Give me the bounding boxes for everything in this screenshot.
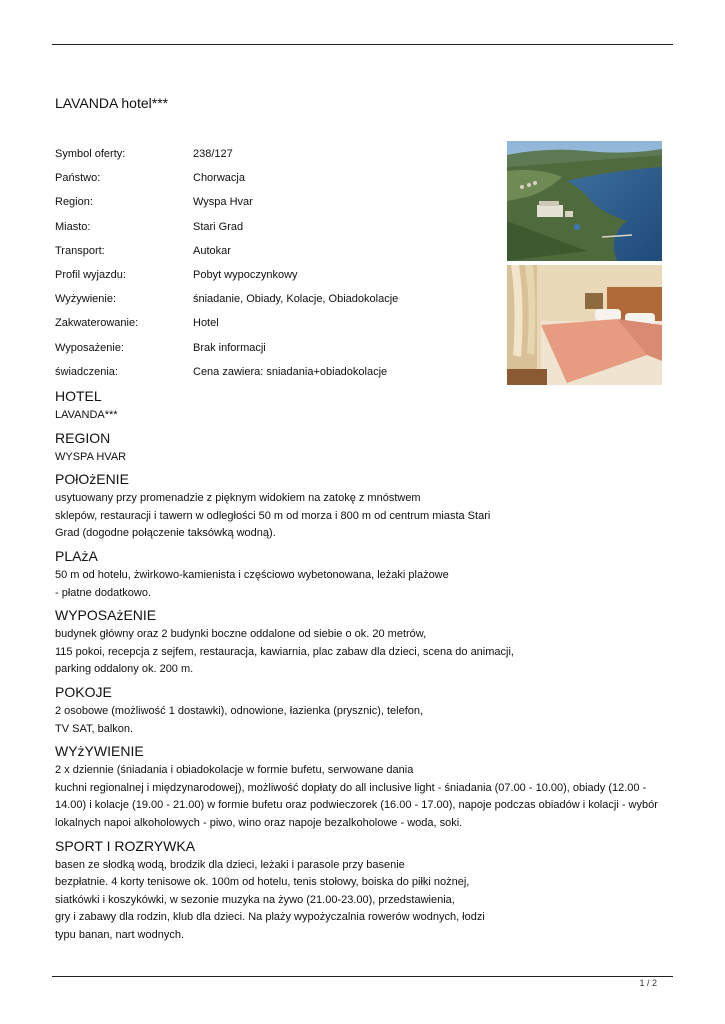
detail-value: 238/127 — [193, 148, 233, 161]
section — [55, 428, 665, 467]
section-body — [55, 857, 665, 945]
section-text-line: lokalnych napoi alkoholowych - piwo, wino oraz napoje bezalkoholowe - woda, soki. — [55, 816, 463, 829]
section-text-line: 2 osobowe (możliwość 1 dostawki), odnowione, łazienka (prysznic), telefon, — [55, 704, 424, 717]
section-text-line: bezpłatnie. 4 korty tenisowe ok. 100m od hotelu, tenis stołowy, boiska do piłki nożnej, — [55, 876, 470, 889]
section-text-line: kuchni regionalnej i międzynarodowej), możliwość dopłaty do all inclusive light - śniadania (07.00 - 10.00), obiady (12.00 - — [55, 781, 647, 794]
section-heading: HOTEL — [55, 388, 102, 404]
detail-row — [55, 215, 495, 239]
detail-label: Symbol oferty: — [55, 148, 126, 161]
section-text-line: usytuowany przy promenadzie z pięknym widokiem na zatokę z mnóstwem — [55, 492, 421, 505]
detail-label: Wyposażenie: — [55, 341, 124, 354]
section-text-line: TV SAT, balkon. — [55, 722, 134, 735]
section-text-line: typu banan, nart wodnych. — [55, 928, 185, 941]
detail-row — [55, 166, 495, 190]
detail-label: Region: — [55, 196, 93, 209]
section-heading: POKOJE — [55, 683, 112, 700]
section-heading: PLAżA — [55, 547, 98, 564]
description-sections — [55, 386, 665, 947]
detail-value: Chorwacja — [193, 172, 245, 185]
section-text-line: 115 pokoi, recepcja z sejfem, restauracja, kawiarnia, plac zabaw dla dzieci, scena do animacji, — [55, 645, 514, 658]
section-heading: WYżYWIENIE — [55, 743, 144, 760]
section-body — [55, 762, 665, 832]
detail-row — [55, 287, 495, 311]
section-body — [55, 490, 665, 543]
detail-row — [55, 190, 495, 214]
top-rule — [52, 44, 673, 45]
detail-label: Wyżywienie: — [55, 293, 117, 306]
detail-value: śniadanie, Obiady, Kolacje, Obiadokolacje — [193, 293, 399, 306]
detail-value: Brak informacji — [193, 341, 266, 354]
section — [55, 546, 665, 602]
detail-label: Zakwaterowanie: — [55, 317, 139, 330]
hotel-room-photo — [507, 265, 662, 385]
section-text-line: - płatne dodatkowo. — [55, 586, 152, 599]
page-title: LAVANDA hotel*** — [55, 95, 169, 111]
section — [55, 605, 665, 679]
section — [55, 741, 665, 832]
detail-row — [55, 142, 495, 166]
offer-details-table — [55, 142, 495, 384]
section — [55, 682, 665, 738]
photo-column — [507, 141, 662, 385]
detail-value: Hotel — [193, 317, 219, 330]
bottom-rule — [52, 976, 673, 977]
detail-label: świadczenia: — [55, 365, 118, 378]
section-text-line: budynek główny oraz 2 budynki boczne oddalone od siebie o ok. 20 metrów, — [55, 628, 427, 641]
section — [55, 469, 665, 543]
section-heading: SPORT I ROZRYWKA — [55, 837, 196, 854]
detail-label: Miasto: — [55, 220, 91, 233]
detail-label: Państwo: — [55, 172, 101, 185]
detail-value: Pobyt wypoczynkowy — [193, 269, 298, 282]
detail-row — [55, 263, 495, 287]
section-body — [55, 567, 665, 602]
detail-value: Autokar — [193, 244, 231, 257]
section-heading: REGION — [55, 429, 111, 446]
detail-row — [55, 239, 495, 263]
section-body — [55, 407, 665, 425]
section-text-line: 2 x dziennie (śniadania i obiadokolacje w formie bufetu, serwowane dania — [55, 764, 414, 777]
hotel-aerial-photo — [507, 141, 662, 261]
detail-value: Stari Grad — [193, 220, 244, 233]
section-text-line: 14.00) i kolacje (19.00 - 21.00) w formie bufetu oraz podwieczorek (16.00 - 17.00), napoje podczas obiadów i kolacji - wybór — [55, 799, 658, 812]
detail-label: Profil wyjazdu: — [55, 269, 126, 282]
section-heading: WYPOSAżENIE — [55, 607, 157, 624]
section-text-line: siatkówki i koszykówki, w sezonie muzyka na żywo (21.00-23.00), przedstawienia, — [55, 893, 455, 906]
detail-row — [55, 311, 495, 335]
section-text-line: 50 m od hotelu, żwirkowo-kamienista i częściowo wybetonowana, leżaki plażowe — [55, 568, 449, 581]
section-text-line: WYSPA HVAR — [55, 450, 127, 463]
section — [55, 836, 665, 945]
section-text-line: gry i zabawy dla rodzin, klub dla dzieci. Na plaży wypożyczalnia rowerów wodnych, łodzi — [55, 911, 485, 924]
section-body — [55, 626, 665, 679]
detail-value: Wyspa Hvar — [193, 196, 253, 209]
section-text-line: LAVANDA*** — [55, 409, 118, 421]
detail-value: Cena zawiera: sniadania+obiadokolacje — [193, 365, 388, 378]
section-text-line: sklepów, restauracji i tawern w odległości 50 m od morza i 800 m od centrum miasta Stari — [55, 509, 491, 522]
detail-row — [55, 360, 495, 384]
section-body — [55, 449, 665, 467]
section-text-line: basen ze słodką wodą, brodzik dla dzieci, leżaki i parasole przy basenie — [55, 858, 405, 871]
section-body — [55, 703, 665, 738]
section-text-line: Grad (dogodne połączenie taksówką wodną). — [55, 527, 276, 540]
detail-row — [55, 336, 495, 360]
section-heading: POłOżENIE — [55, 471, 129, 488]
section-text-line: parking oddalony ok. 200 m. — [55, 663, 194, 676]
section — [55, 386, 665, 425]
page-number: 1 / 2 — [639, 978, 657, 988]
detail-label: Transport: — [55, 244, 105, 257]
